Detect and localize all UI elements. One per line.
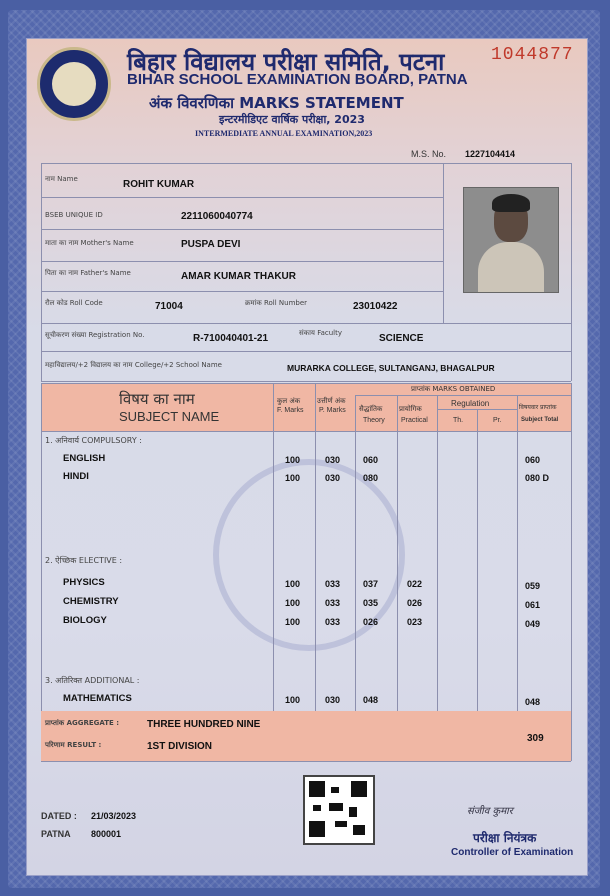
practical-marks: 023 xyxy=(407,617,423,627)
aggregate-words: THREE HUNDRED NINE xyxy=(147,719,261,730)
serial-number: 1044877 xyxy=(491,45,574,65)
subject-name: HINDI xyxy=(63,471,89,482)
subject-name: PHYSICS xyxy=(63,577,105,588)
place-label: PATNA xyxy=(41,829,71,839)
pass-marks: 030 xyxy=(325,695,341,705)
roll-number: 23010422 xyxy=(353,301,398,312)
full-marks: 100 xyxy=(285,473,301,483)
pass-marks: 033 xyxy=(325,579,341,589)
subject-name: CHEMISTRY xyxy=(63,596,119,607)
result-division: 1ST DIVISION xyxy=(147,741,213,752)
board-seal xyxy=(37,47,111,121)
pass-marks: 030 xyxy=(325,455,341,465)
theory-hindi: सैद्धांतिक xyxy=(359,405,383,413)
roll-code-label: रौल कोड Roll Code xyxy=(45,299,103,307)
pass-marks: 030 xyxy=(325,473,341,483)
pass-marks: 033 xyxy=(325,617,341,627)
dated-label: DATED : xyxy=(41,811,77,821)
full-marks: 100 xyxy=(285,617,301,627)
theory-marks: 035 xyxy=(363,598,379,608)
aggregate-section xyxy=(41,711,571,761)
controller-title-hindi: परीक्षा नियंत्रक xyxy=(473,831,537,845)
regulation-pr: Pr. xyxy=(493,417,502,424)
student-name: ROHIT KUMAR xyxy=(123,179,195,190)
registration-number: R-710040401-21 xyxy=(193,333,269,344)
marks-obtained-header: प्राप्तांक MARKS OBTAINED xyxy=(411,385,496,393)
ms-no-value: 1227104414 xyxy=(465,149,516,159)
subject-total: 080 D xyxy=(525,473,550,483)
subject-total: 061 xyxy=(525,600,541,610)
father-label: पिता का नाम Father's Name xyxy=(45,269,131,277)
full-marks-header: F. Marks xyxy=(277,407,304,414)
exam-name-english: INTERMEDIATE ANNUAL EXAMINATION,2023 xyxy=(195,129,373,138)
practical-header: Practical xyxy=(401,417,428,424)
board-name-english: BIHAR SCHOOL EXAMINATION BOARD, PATNA xyxy=(127,71,468,88)
aggregate-total: 309 xyxy=(527,733,544,744)
mother-name: PUSPA DEVI xyxy=(181,239,241,250)
faculty-label: संकाय Faculty xyxy=(299,329,342,337)
regulation-th: Th. xyxy=(453,417,464,424)
subject-total: 049 xyxy=(525,619,541,629)
board-name-hindi: बिहार विद्यालय परीक्षा समिति, पटना xyxy=(127,48,445,76)
subject-header-english: SUBJECT NAME xyxy=(119,409,220,424)
theory-marks: 026 xyxy=(363,617,379,627)
father-name: AMAR KUMAR THAKUR xyxy=(181,271,296,282)
regulation-header: Regulation xyxy=(451,399,490,408)
theory-marks: 060 xyxy=(363,455,379,465)
pass-marks-hindi: उत्तीर्ण अंक xyxy=(317,397,346,405)
full-marks-hindi: कुल अंक xyxy=(277,397,301,405)
controller-title-english: Controller of Examination xyxy=(451,847,574,858)
uid-label: BSEB UNIQUE ID xyxy=(45,211,103,219)
qr-code xyxy=(303,775,375,845)
section-additional: 3. अतिरिक्त ADDITIONAL : xyxy=(45,676,140,685)
college-name: MURARKA COLLEGE, SULTANGANJ, BHAGALPUR xyxy=(287,363,495,373)
full-marks: 100 xyxy=(285,455,301,465)
ms-no-label: M.S. No. xyxy=(411,149,447,159)
student-uid: 2211060040774 xyxy=(181,211,253,222)
section-compulsory: 1. अनिवार्य COMPULSORY : xyxy=(45,436,142,445)
controller-signature: संजीव कुमार xyxy=(467,806,513,817)
subject-total-hindi: विषयवार प्राप्तांक xyxy=(519,404,557,411)
exam-name-hindi: इन्टरमीडिएट वार्षिक परीक्षा, 2023 xyxy=(219,113,365,126)
faculty: SCIENCE xyxy=(379,333,424,344)
registration-label: सूचीकरण संख्या Registration No. xyxy=(45,331,145,339)
subject-name: BIOLOGY xyxy=(63,615,107,626)
section-elective: 2. ऐच्छिक ELECTIVE : xyxy=(45,556,123,565)
aggregate-label: प्राप्तांक AGGREGATE : xyxy=(45,719,120,727)
practical-marks: 022 xyxy=(407,579,423,589)
theory-marks: 037 xyxy=(363,579,379,589)
document-title: अंक विवरणिका MARKS STATEMENT xyxy=(149,94,404,112)
roll-no-label: क्रमांक Roll Number xyxy=(245,299,308,307)
practical-hindi: प्रायोगिक xyxy=(399,405,422,413)
name-label: नाम Name xyxy=(45,175,78,183)
practical-marks: 026 xyxy=(407,598,423,608)
theory-marks: 080 xyxy=(363,473,379,483)
subject-total: 048 xyxy=(525,697,541,707)
roll-code: 71004 xyxy=(155,301,183,312)
subject-header-hindi: विषय का नाम xyxy=(119,390,195,408)
theory-header: Theory xyxy=(363,417,385,424)
subject-total: 060 xyxy=(525,455,541,465)
place-code: 800001 xyxy=(91,829,122,839)
subject-name: MATHEMATICS xyxy=(63,693,132,704)
subject-total-header: Subject Total xyxy=(521,417,559,423)
pass-marks: 033 xyxy=(325,598,341,608)
marks-statement xyxy=(26,38,588,876)
theory-marks: 048 xyxy=(363,695,379,705)
full-marks: 100 xyxy=(285,598,301,608)
issue-date: 21/03/2023 xyxy=(91,811,137,821)
full-marks: 100 xyxy=(285,695,301,705)
college-label: महाविद्यालय/+2 विद्यालय का नाम College/+2 School Name xyxy=(45,361,222,369)
result-label: परिणाम RESULT : xyxy=(45,741,102,749)
full-marks: 100 xyxy=(285,579,301,589)
pass-marks-header: P. Marks xyxy=(319,407,346,414)
mother-label: माता का नाम Mother's Name xyxy=(45,239,134,247)
student-photo xyxy=(463,187,559,293)
subject-total: 059 xyxy=(525,581,541,591)
subject-name: ENGLISH xyxy=(63,453,106,464)
